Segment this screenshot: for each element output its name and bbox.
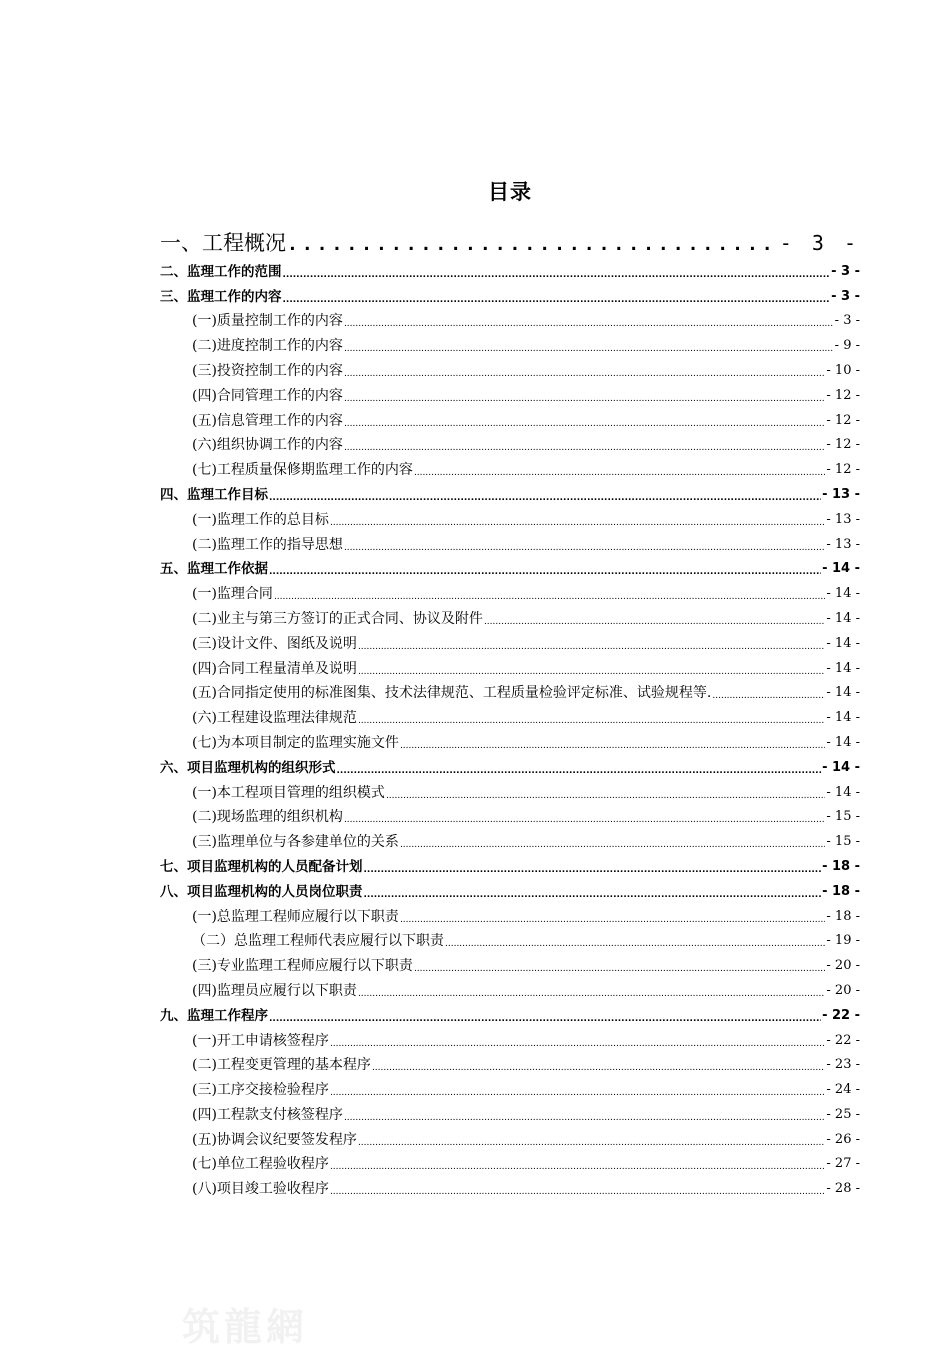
toc-subentry[interactable]	[160, 603, 860, 628]
toc-page-number: - 12 -	[826, 437, 860, 453]
toc-subentry[interactable]	[160, 628, 860, 653]
dot-leader	[400, 914, 825, 926]
toc-entry-label: (一)开工申请核签程序	[192, 1032, 329, 1049]
toc-page-number: - 13 -	[826, 536, 860, 552]
toc-page-number: - 9 -	[834, 338, 860, 354]
toc-subentry[interactable]	[160, 504, 860, 529]
toc-subentry[interactable]	[160, 430, 860, 455]
toc-entry-label: (八)项目竣工验收程序	[192, 1181, 329, 1198]
toc-page-number: - 14 -	[826, 610, 860, 626]
toc-entry-label: (五)信息管理工作的内容	[192, 412, 343, 429]
toc-page-number: - 20 -	[826, 982, 860, 998]
toc-entry[interactable]	[160, 479, 860, 504]
toc-entry-label: （二）总监理工程师代表应履行以下职责	[192, 933, 444, 950]
dot-leader	[358, 1137, 825, 1149]
dot-leader	[344, 442, 825, 454]
toc-entry[interactable]	[160, 554, 860, 579]
dot-leader	[364, 864, 822, 876]
dot-leader	[414, 963, 825, 975]
toc-page-number: - 27 -	[826, 1156, 860, 1172]
toc-subentry[interactable]	[160, 1025, 860, 1050]
toc-entry-label: 九、监理工作程序	[160, 1007, 268, 1024]
toc-subentry[interactable]	[160, 1173, 860, 1198]
toc-entry-label: (七)工程质量保修期监理工作的内容	[192, 462, 413, 479]
toc-page-number: - 14 -	[826, 586, 860, 602]
toc-subentry[interactable]	[160, 926, 860, 951]
dot-leader	[400, 839, 825, 851]
toc-entry-label: (一)监理工作的总目标	[192, 511, 329, 528]
toc-subentry[interactable]	[160, 1074, 860, 1099]
dot-leader	[712, 690, 825, 702]
dot-leader	[344, 343, 834, 355]
toc-page-number: - 14 -	[826, 784, 860, 800]
dot-leader	[484, 616, 825, 628]
toc-entry-label: (四)工程款支付核签程序	[192, 1106, 343, 1123]
toc-page-number: - 3 -	[831, 288, 860, 304]
toc-page-number: - 13 -	[826, 511, 860, 527]
toc-page-number: - 14 -	[826, 685, 860, 701]
dot-leader	[283, 294, 831, 306]
toc-entry-label: (二)业主与第三方签订的正式合同、协议及附件	[192, 610, 483, 627]
toc-page-number: - 3 -	[831, 263, 860, 279]
dot-leader	[337, 765, 822, 777]
toc-subentry[interactable]	[160, 901, 860, 926]
toc-page-number: - 22 -	[826, 1032, 860, 1048]
toc-subentry[interactable]	[160, 653, 860, 678]
toc-page-number: - 24 -	[826, 1082, 860, 1098]
toc-subentry[interactable]	[160, 802, 860, 827]
toc-subentry[interactable]	[160, 975, 860, 1000]
toc-subentry[interactable]	[160, 678, 860, 703]
dot-leader	[344, 1112, 825, 1124]
dot-leader	[358, 988, 825, 1000]
toc-page-number: - 26 -	[826, 1131, 860, 1147]
toc-subentry[interactable]	[160, 1124, 860, 1149]
toc-entry-label: (四)合同工程量清单及说明	[192, 660, 357, 677]
dot-leader	[330, 1087, 825, 1099]
toc-entry-label: (三)监理单位与各参建单位的关系	[192, 834, 399, 851]
dot-leader	[287, 234, 779, 256]
dot-leader	[269, 1013, 821, 1025]
toc-entry-label: (一)总监理工程师应履行以下职责	[192, 908, 399, 925]
toc-page-number: - 14 -	[822, 759, 860, 775]
dot-leader	[344, 418, 825, 430]
toc-entry[interactable]	[160, 851, 860, 876]
toc-entry-label: 五、监理工作依据	[160, 561, 268, 578]
toc-entry-label: (一)本工程项目管理的组织模式	[192, 784, 385, 801]
toc-subentry[interactable]	[160, 826, 860, 851]
toc-subentry[interactable]	[160, 950, 860, 975]
toc-page-number: - 14 -	[826, 734, 860, 750]
toc-page-number: - 23 -	[826, 1057, 860, 1073]
toc-page-number: - 18 -	[822, 858, 860, 874]
toc-subentry[interactable]	[160, 727, 860, 752]
toc-entry[interactable]	[160, 281, 860, 306]
toc-subentry[interactable]	[160, 1050, 860, 1075]
toc-page-number: - 3 -	[779, 231, 860, 255]
toc-entry-label: 四、监理工作目标	[160, 486, 268, 503]
dot-leader	[344, 542, 825, 554]
dot-leader	[330, 1038, 825, 1050]
toc-entry[interactable]	[160, 752, 860, 777]
toc-page-number: - 14 -	[822, 561, 860, 577]
toc-entry[interactable]	[160, 1000, 860, 1025]
toc-subentry[interactable]	[160, 702, 860, 727]
toc-page-number: - 25 -	[826, 1106, 860, 1122]
dot-leader	[269, 566, 821, 578]
toc-entry-label: 一、工程概况	[160, 231, 286, 255]
dot-leader	[386, 790, 825, 802]
toc-entry-label: (四)监理员应履行以下职责	[192, 982, 357, 999]
dot-leader	[344, 393, 825, 405]
toc-entry[interactable]	[160, 226, 860, 256]
toc-subentry[interactable]	[160, 330, 860, 355]
toc-entry-label: (五)合同指定使用的标准图集、技术法律规范、工程质量检验评定标准、试验规程等.	[192, 685, 712, 702]
toc-page-number: - 28 -	[826, 1181, 860, 1197]
toc-page-number: - 12 -	[826, 462, 860, 478]
toc-entry-label: (七)为本项目制定的监理实施文件	[192, 734, 399, 751]
toc-subentry[interactable]	[160, 380, 860, 405]
toc-subentry[interactable]	[160, 1149, 860, 1174]
dot-leader	[400, 740, 825, 752]
dot-leader	[344, 368, 825, 380]
toc-page-number: - 10 -	[826, 362, 860, 378]
toc-entry-label: 三、监理工作的内容	[160, 288, 282, 305]
toc-entry-label: (六)工程建设监理法律规范	[192, 710, 357, 727]
toc-entry-label: 六、项目监理机构的组织形式	[160, 759, 336, 776]
toc-subentry[interactable]	[160, 405, 860, 430]
toc-subentry[interactable]	[160, 355, 860, 380]
toc-entry-label: (二)工程变更管理的基本程序	[192, 1057, 371, 1074]
toc-subentry[interactable]	[160, 454, 860, 479]
dot-leader	[358, 666, 825, 678]
toc-entry-label: (七)单位工程验收程序	[192, 1156, 329, 1173]
toc-entry-label: (一)监理合同	[192, 586, 273, 603]
dot-leader	[274, 591, 825, 603]
toc-page-number: - 12 -	[826, 412, 860, 428]
toc-subentry[interactable]	[160, 306, 860, 331]
toc-entry-label: (二)现场监理的组织机构	[192, 809, 343, 826]
toc-page-number: - 13 -	[822, 486, 860, 502]
dot-leader	[330, 517, 825, 529]
toc-entry-label: (三)投资控制工作的内容	[192, 362, 343, 379]
watermark-logo: 筑龍網	[182, 1304, 309, 1349]
dot-leader	[283, 269, 831, 281]
toc-page-number: - 15 -	[826, 809, 860, 825]
toc-page-number: - 20 -	[826, 958, 860, 974]
toc-entry-label: (五)协调会议纪要签发程序	[192, 1131, 357, 1148]
dot-leader	[330, 1186, 825, 1198]
toc-page-number: - 14 -	[826, 635, 860, 651]
toc-page-number: - 19 -	[826, 933, 860, 949]
toc-entry[interactable]	[160, 876, 860, 901]
toc-entry-label: (二)进度控制工作的内容	[192, 338, 343, 355]
toc-entry[interactable]	[160, 256, 860, 281]
toc-page-number: - 18 -	[822, 883, 860, 899]
toc-page-number: - 12 -	[826, 387, 860, 403]
toc-page-number: - 15 -	[826, 834, 860, 850]
dot-leader	[344, 814, 825, 826]
toc-title: 目录	[488, 180, 532, 204]
dot-leader	[269, 492, 821, 504]
toc-page-number: - 14 -	[826, 710, 860, 726]
toc-entry-label: (六)组织协调工作的内容	[192, 437, 343, 454]
toc-subentry[interactable]	[160, 578, 860, 603]
dot-leader	[414, 467, 825, 479]
toc-entry-label: (三)专业监理工程师应履行以下职责	[192, 958, 413, 975]
toc-entry-label: (二)监理工作的指导思想	[192, 536, 343, 553]
dot-leader	[372, 1062, 825, 1074]
toc-entry-label: 八、项目监理机构的人员岗位职责	[160, 883, 363, 900]
toc-entry-label: (四)合同管理工作的内容	[192, 387, 343, 404]
dot-leader	[364, 889, 822, 901]
toc-entry-label: (三)设计文件、图纸及说明	[192, 635, 357, 652]
dot-leader	[358, 715, 825, 727]
table-of-contents	[160, 226, 860, 1198]
toc-subentry[interactable]	[160, 529, 860, 554]
dot-leader	[330, 1161, 825, 1173]
dot-leader	[358, 641, 825, 653]
toc-page-number: - 22 -	[822, 1007, 860, 1023]
toc-subentry[interactable]	[160, 1099, 860, 1124]
toc-entry-label: (三)工序交接检验程序	[192, 1082, 329, 1099]
dot-leader	[445, 938, 825, 950]
toc-entry-label: 七、项目监理机构的人员配备计划	[160, 858, 363, 875]
dot-leader	[344, 318, 834, 330]
toc-entry-label: (一)质量控制工作的内容	[192, 313, 343, 330]
toc-page-number: - 3 -	[834, 313, 860, 329]
toc-entry-label: 二、监理工作的范围	[160, 263, 282, 280]
toc-subentry[interactable]	[160, 777, 860, 802]
toc-page-number: - 18 -	[826, 908, 860, 924]
toc-page-number: - 14 -	[826, 660, 860, 676]
